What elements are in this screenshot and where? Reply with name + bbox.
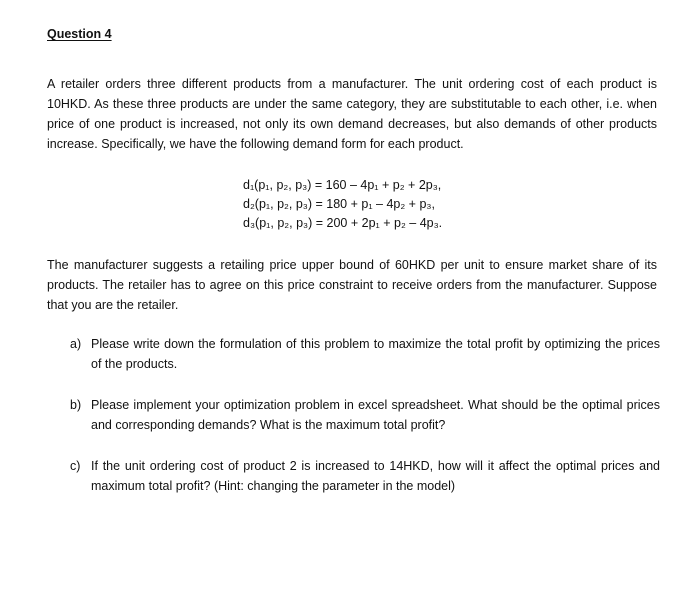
demand-equations — [243, 176, 442, 233]
sub-question-c — [70, 456, 660, 496]
demand-equation-1: d₁(p₁, p₂, p₃) = 160 – 4p₁ + p₂ + 2p₃, — [243, 178, 442, 192]
demand-equation-3: d₃(p₁, p₂, p₃) = 200 + 2p₁ + p₂ – 4p₃. — [243, 216, 443, 230]
sub-question-marker: a) — [70, 337, 82, 351]
demand-equation-2: d₂(p₁, p₂, p₃) = 180 + p₁ – 4p₂ + p₃, — [243, 197, 435, 211]
sub-question-marker: c) — [70, 459, 81, 473]
price-bound-paragraph: The manufacturer suggests a retailing price upper bound of 60HKD per unit to ensure market share of its products. The retailer has to agree on this price constraint to receive orders from the manufacturer. Suppose that you are the retailer. — [47, 258, 657, 312]
sub-question-a — [70, 334, 660, 374]
sub-questions — [70, 334, 660, 517]
sub-question-marker: b) — [70, 398, 82, 412]
sub-question-text: Please write down the formulation of this problem to maximize the total profit by optimizing the prices of the products. — [91, 337, 660, 371]
sub-question-text: Please implement your optimization problem in excel spreadsheet. What should be the optimal prices and corresponding demands? What is the maximum total profit? — [91, 398, 660, 432]
sub-question-b — [70, 395, 660, 435]
intro-paragraph: A retailer orders three different products from a manufacturer. The unit ordering cost of each product is 10HKD. As these three products are under the same category, they are substitutable to each other, i.e. when price of one product is increased, not only its own demand decreases, but also demands of other products increase. Specifically, we have the following demand form for each product. — [47, 77, 657, 151]
question-heading: Question 4 — [47, 27, 112, 41]
sub-question-text: If the unit ordering cost of product 2 is increased to 14HKD, how will it affect the optimal prices and maximum total profit? (Hint: changing the parameter in the model) — [91, 459, 660, 493]
